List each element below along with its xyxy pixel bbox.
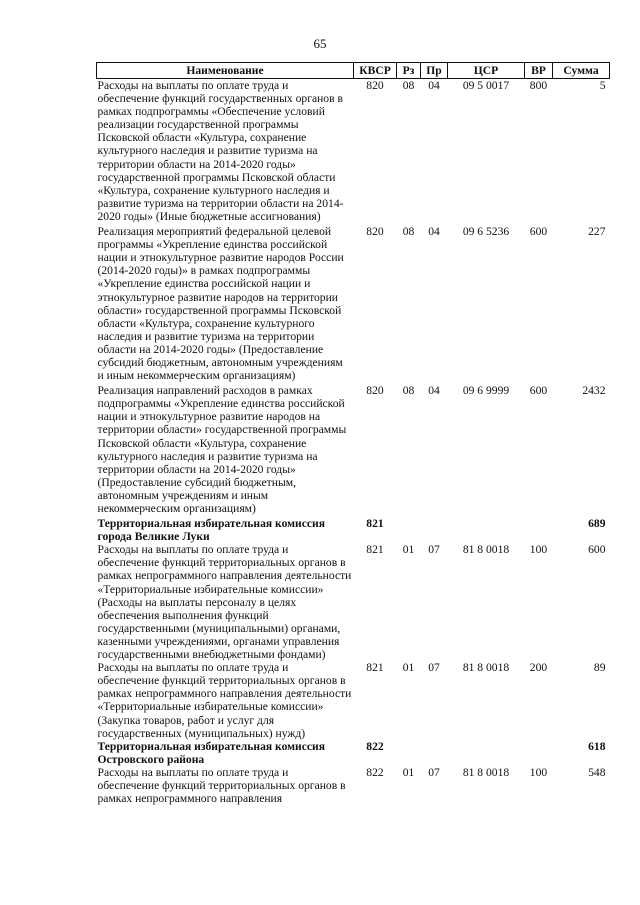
row-sum: 618 — [588, 739, 606, 753]
row-csr: 81 8 0018 — [462, 661, 510, 675]
table-row — [97, 661, 610, 740]
row-name: Территориальная избирательная комиссия города Великие Луки — [97, 517, 325, 544]
row-pr: 07 — [428, 765, 440, 779]
row-sum: 5 — [599, 79, 606, 92]
table-row — [97, 382, 610, 515]
table-row — [97, 223, 610, 382]
row-pr — [421, 740, 448, 766]
row-csr — [448, 515, 525, 543]
row-kvsr: 822 — [366, 765, 384, 779]
row-rz — [397, 740, 421, 766]
row-vr: 100 — [529, 543, 548, 557]
row-vr — [525, 740, 553, 766]
row-vr: 100 — [529, 765, 548, 779]
row-kvsr: 821 — [366, 661, 384, 675]
row-vr: 600 — [529, 225, 548, 239]
header-csr: ЦСР — [448, 63, 525, 79]
row-pr — [421, 515, 448, 543]
row-kvsr: 820 — [366, 79, 384, 92]
row-sum: 689 — [588, 517, 606, 531]
row-pr: 07 — [428, 661, 440, 675]
row-kvsr: 821 — [366, 517, 384, 531]
header-rz: Рз — [397, 63, 421, 79]
row-sum: 600 — [588, 543, 606, 557]
row-sum: 2432 — [582, 384, 606, 398]
row-vr: 800 — [529, 79, 548, 92]
row-vr: 200 — [529, 661, 548, 675]
row-rz: 08 — [402, 384, 415, 398]
row-kvsr: 822 — [366, 739, 384, 753]
header-name: Наименование — [97, 63, 354, 79]
row-rz: 01 — [402, 765, 415, 779]
row-sum: 227 — [588, 225, 606, 239]
header-row — [97, 63, 610, 79]
row-csr: 81 8 0018 — [462, 765, 510, 779]
row-kvsr: 820 — [366, 225, 384, 239]
row-csr: 81 8 0018 — [462, 543, 510, 557]
row-csr: 09 5 0017 — [462, 79, 510, 92]
row-sum: 89 — [593, 661, 606, 675]
row-name: Расходы на выплаты по оплате труда и обеспечение функций территориальных органов в рамках непрограммного направления деятельности «Территориальные избирательные комиссии» (Закупка товаров, работ и услуг для государственных (муниципальных) нужд) — [97, 661, 352, 740]
row-pr: 04 — [428, 79, 440, 92]
row-name: Расходы на выплаты по оплате труда и обеспечение функций территориальных органов в рамках непрограммного направления — [97, 765, 346, 806]
row-pr: 04 — [428, 225, 440, 239]
row-rz — [397, 515, 421, 543]
row-name: Расходы на выплаты по оплате труда и обеспечение функций территориальных органов в рамках непрограммного направления деятельности «Территориальные избирательные комиссии» (Расходы на выплаты персоналу в целях обеспечения выполнения функций государственными (муниципальными) органами, казенными учреждениями, органами управления государственными внебюджетными фондами) — [97, 543, 352, 662]
row-rz: 01 — [402, 543, 415, 557]
row-vr: 600 — [529, 384, 548, 398]
table-row-section — [97, 515, 610, 543]
budget-table — [96, 62, 610, 805]
row-name: Расходы на выплаты по оплате труда и обеспечение функций государственных органов в рамках подпрограммы «Обеспечение условий реализации государственной программы Псковской области «Культура, сохранение культурного наследия и развитие туризма на территории области на 2014-2020 годы» государственной программы Псковской области «Культура, сохранение культурного наследия и развитие туризма на территории области на 2014-2020 годы» (Иные бюджетные ассигнования) — [97, 79, 344, 223]
row-pr: 04 — [428, 384, 440, 398]
row-csr: 09 6 9999 — [462, 384, 510, 398]
header-vr: ВР — [525, 63, 553, 79]
row-kvsr: 821 — [366, 543, 384, 557]
row-sum: 548 — [588, 765, 606, 779]
table-row — [97, 79, 610, 224]
row-csr: 09 6 5236 — [462, 225, 510, 239]
row-kvsr: 820 — [366, 384, 384, 398]
page-number: 65 — [313, 36, 327, 51]
row-name: Реализация мероприятий федеральной целевой программы «Укрепление единства российской нации и этнокультурное развитие народов России (2014-2020 годы)» в рамках подпрограммы «Укрепление единства российской нации и этнокультурное развитие народов на территории области» государственной программы Псковской области «Культура, сохранение культурного наследия и развитие туризма на территории области на 2014-2020 годы» (Предоставление субсидий бюджетным, автономным учреждениям и иным некоммерческим организациям) — [97, 225, 344, 383]
row-rz: 01 — [402, 661, 415, 675]
row-name: Территориальная избирательная комиссия Островского района — [97, 739, 325, 766]
row-rz: 08 — [402, 225, 415, 239]
table-row — [97, 543, 610, 661]
header-kvsr: КВСР — [354, 63, 397, 79]
row-vr — [525, 515, 553, 543]
header-pr: Пр — [421, 63, 448, 79]
row-csr — [448, 740, 525, 766]
row-name: Реализация направлений расходов в рамках подпрограммы «Укрепление единства российской нации и этнокультурное развитие народов на территории области» государственной программы Псковской области «Культура, сохранение культурного наследия и развитие туризма на территории области на 2014-2020 годы» (Предоставление субсидий бюджетным, автономным учреждениям и иным некоммерческим организациям) — [97, 384, 347, 515]
row-rz: 08 — [402, 79, 415, 92]
row-pr: 07 — [428, 543, 440, 557]
table-row-section — [97, 740, 610, 766]
table-row — [97, 766, 610, 805]
header-sum: Сумма — [553, 63, 610, 79]
